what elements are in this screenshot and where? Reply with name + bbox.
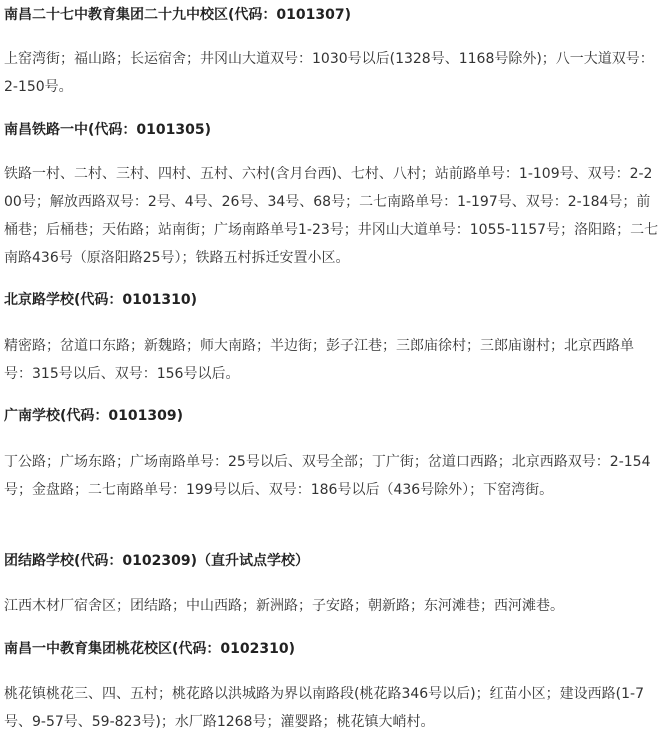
- section-body-tuanjie-road: 江西木材厂宿舍区；团结路；中山西路；新洲路；子安路；朝新路；东河滩巷；西河滩巷。: [4, 598, 564, 614]
- section-title-taohua: 南昌一中教育集团桃花校区(代码：0102310): [4, 641, 295, 657]
- section-title-school-29: 南昌二十七中教育集团二十九中校区(代码：0101307): [4, 7, 351, 23]
- section-body-beijing-road: 精密路；岔道口东路；新魏路；师大南路；半边街；彭子江巷；三郎庙徐村；三郎庙谢村；北京西路单号：315号以后、双号：156号以后。: [4, 338, 634, 382]
- section-body-school-29: 上窑湾街；福山路；长运宿舍；井冈山大道双号：1030号以后(1328号、1168号除外)；八一大道双号：2-150号。: [4, 51, 654, 95]
- section-title-tuanjie-road: 团结路学校(代码：0102309)（直升试点学校）: [4, 553, 309, 569]
- section-title-beijing-road: 北京路学校(代码：0101310): [4, 292, 197, 308]
- section-title-guangnan: 广南学校(代码：0101309): [4, 408, 183, 424]
- section-body-railway-1: 铁路一村、二村、三村、四村、五村、六村(含月台西)、七村、八村；站前路单号：1-109号、双号：2-200号；解放西路双号：2号、4号、26号、34号、68号；二七南路单号：1-197号、双号：2-184号；前桶巷；后桶巷；天佑路；站南街；广场南路单号1-23号；井冈山大道单号：1055-1157号；洛阳路；二七南路436号（原洛阳路25号）；铁路五村拆迁安置小区。: [4, 166, 659, 266]
- section-body-taohua: 桃花镇桃花三、四、五村；桃花路以洪城路为界以南路段(桃花路346号以后)；红苗小区；建设西路(1-7号、9-57号、59-823号)；水厂路1268号；灌婴路；桃花镇大峭村。: [4, 686, 644, 730]
- section-body-guangnan: 丁公路；广场东路；广场南路单号：25号以后、双号全部；丁广街；岔道口西路；北京西路双号：2-154号；金盘路；二七南路单号：199号以后、双号：186号以后（436号除外）；下窑湾街。: [4, 454, 651, 498]
- section-title-railway-1: 南昌铁路一中(代码：0101305): [4, 122, 211, 138]
